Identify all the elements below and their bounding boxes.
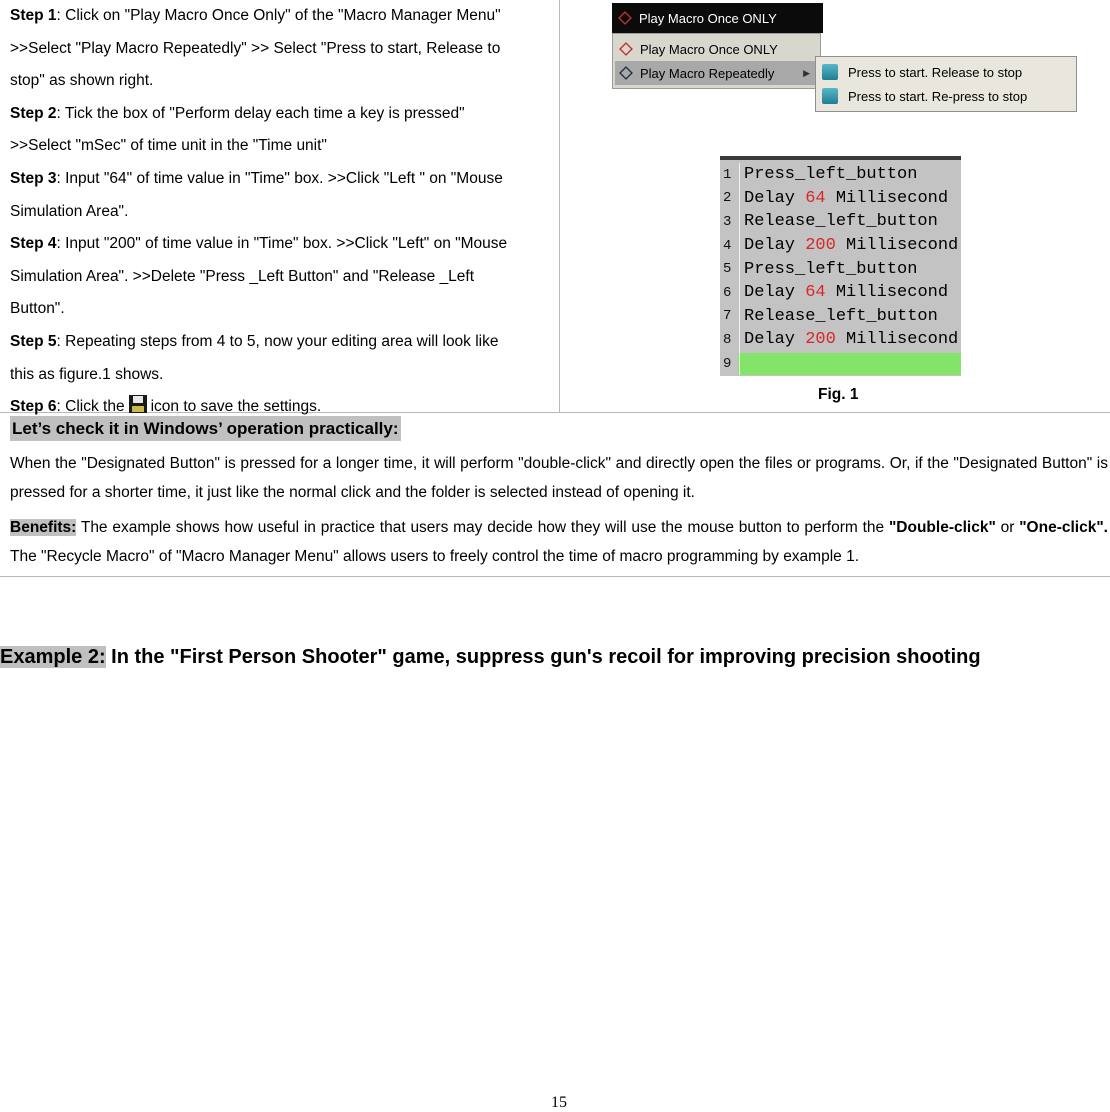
submenu-item-label: Press to start. Release to stop [848, 64, 1023, 80]
step-text: Simulation Area". [10, 202, 129, 220]
code-line [720, 257, 961, 281]
step-text: Simulation Area". >>Delete "Press _Left Button" and "Release _Left [10, 267, 475, 285]
line-number: 8 [723, 331, 732, 348]
code-number: 200 [805, 236, 836, 256]
code-line [720, 187, 961, 211]
step-2-line-1 [10, 98, 556, 131]
step-text: this as figure.1 shows. [10, 365, 164, 383]
code-line [720, 210, 961, 234]
code-line [720, 163, 961, 187]
diamond-icon [618, 11, 632, 25]
step-text: : Click on "Play Macro Once Only" of the "Macro Manager Menu" [56, 7, 501, 24]
menu-header [612, 3, 823, 33]
code-text: Release_left_button [744, 306, 938, 326]
step-5-line-1 [10, 326, 556, 359]
step-1-line-2 [10, 33, 556, 66]
step-4-line-1 [10, 228, 556, 261]
benefits-text: or [995, 519, 1020, 536]
step-text: stop" as shown right. [10, 72, 154, 90]
step-1-line-1 [10, 0, 556, 33]
code-line [720, 328, 961, 352]
figure-caption: Fig. 1 [818, 386, 859, 403]
benefits-text: The "Recycle Macro" of "Macro Manager Menu" allows users to freely control the time of macro programming by example 1. [10, 548, 860, 565]
step-text: : Click the [56, 398, 125, 416]
line-number: 1 [723, 166, 732, 183]
code-number: 64 [805, 188, 826, 208]
diamond-icon [619, 66, 633, 80]
page-number: 15 [551, 1094, 567, 1111]
step-text: >>Select "mSec" of time unit in the "Time unit" [10, 137, 327, 155]
code-text: Millisecond [825, 283, 949, 303]
submenu-item-re-press-to-stop[interactable] [816, 84, 1072, 108]
line-number: 9 [723, 355, 732, 372]
example-label: Example 2: [0, 646, 106, 668]
line-number: 3 [723, 213, 732, 230]
menu-body [612, 33, 821, 89]
code-text: Delay [744, 188, 806, 208]
benefits-text: The example shows how useful in practice that users may decide how they will use the mouse button to perform the [76, 519, 889, 536]
code-text: Release_left_button [744, 212, 938, 232]
macro-manager-menu-screenshot [612, 3, 1077, 113]
diamond-icon [619, 42, 633, 56]
code-text: Millisecond [835, 330, 959, 350]
step-label: Step 2 [10, 104, 57, 122]
example-2-heading [0, 642, 981, 672]
submenu-item-label: Press to start. Re-press to stop [848, 88, 1028, 104]
step-4-line-2 [10, 261, 556, 294]
submenu-item-release-to-stop[interactable] [816, 60, 1072, 84]
step-text: : Input "64" of time value in "Time" box. >>Click "Left " on "Mouse [56, 169, 503, 187]
menu-item-play-once[interactable] [615, 37, 818, 61]
step-text: : Input "200" of time value in "Time" box. >>Click "Left" on "Mouse [56, 235, 508, 253]
menu-item-play-repeatedly[interactable] [615, 61, 818, 85]
code-text: Press_left_button [744, 259, 918, 279]
submenu-arrow-icon: ▶ [803, 67, 810, 78]
code-number: 64 [805, 283, 826, 303]
paragraph-windows-operation: When the "Designated Button" is pressed for a longer time, it will perform "double-click" and directly open the files or programs. Or, if the "Designated Button" is pressed for a shorter time, it just like the normal click and the folder is selected instead of opening it. [10, 455, 1108, 501]
step-1-line-3 [10, 65, 556, 98]
section-divider [0, 576, 1110, 577]
paragraph-benefits [10, 513, 1108, 571]
macro-editing-area-screenshot [720, 156, 961, 376]
code-line [720, 305, 961, 329]
code-line [720, 234, 961, 258]
steps-column [10, 0, 556, 424]
floppy-disk-icon [129, 395, 147, 413]
step-text: : Repeating steps from 4 to 5, now your editing area will look like [56, 332, 499, 350]
step-label: Step 1 [10, 7, 57, 24]
instruction-table [0, 0, 1110, 416]
menu-item-label: Play Macro Once ONLY [640, 41, 778, 57]
code-line-active[interactable] [720, 352, 961, 376]
code-text: Millisecond [835, 236, 959, 256]
submenu [815, 56, 1077, 112]
step-3-line-1 [10, 163, 556, 196]
press-release-icon [822, 64, 838, 80]
step-4-line-3 [10, 293, 556, 326]
benefits-bold: "One-click". [1019, 519, 1108, 536]
step-text: : Tick the box of "Perform delay each time a key is pressed" [56, 104, 465, 122]
line-number: 6 [723, 284, 732, 301]
step-2-line-2 [10, 130, 556, 163]
benefits-bold: "Double-click" [888, 519, 996, 536]
line-number: 4 [723, 237, 732, 254]
code-text: Delay [744, 330, 806, 350]
benefits-label: Benefits: [10, 519, 77, 536]
step-text: icon to save the settings. [150, 398, 322, 416]
code-line [720, 281, 961, 305]
step-5-line-2 [10, 359, 556, 392]
code-text: Press_left_button [744, 165, 918, 185]
step-label: Step 3 [10, 169, 57, 187]
line-number: 5 [723, 261, 732, 278]
step-text: >>Select "Play Macro Repeatedly" >> Select "Press to start, Release to [10, 39, 501, 57]
code-text: Millisecond [825, 188, 949, 208]
step-3-line-2 [10, 196, 556, 229]
menu-header-label: Play Macro Once ONLY [639, 10, 777, 26]
menu-item-label: Play Macro Repeatedly [640, 65, 775, 81]
step-label: Step 5 [10, 332, 57, 350]
line-number: 2 [723, 190, 732, 207]
step-label: Step 6 [10, 398, 57, 416]
code-number: 200 [805, 330, 836, 350]
example-title: In the "First Person Shooter" game, suppress gun's recoil for improving precision shooting [105, 646, 981, 668]
code-text: Delay [744, 283, 806, 303]
step-label: Step 4 [10, 235, 57, 253]
line-number: 7 [723, 308, 732, 325]
section-heading: Let’s check it in Windows’ operation practically: [10, 416, 401, 441]
column-divider [559, 0, 560, 412]
press-repress-icon [822, 88, 838, 104]
code-text: Delay [744, 236, 806, 256]
step-text: Button". [10, 300, 65, 318]
